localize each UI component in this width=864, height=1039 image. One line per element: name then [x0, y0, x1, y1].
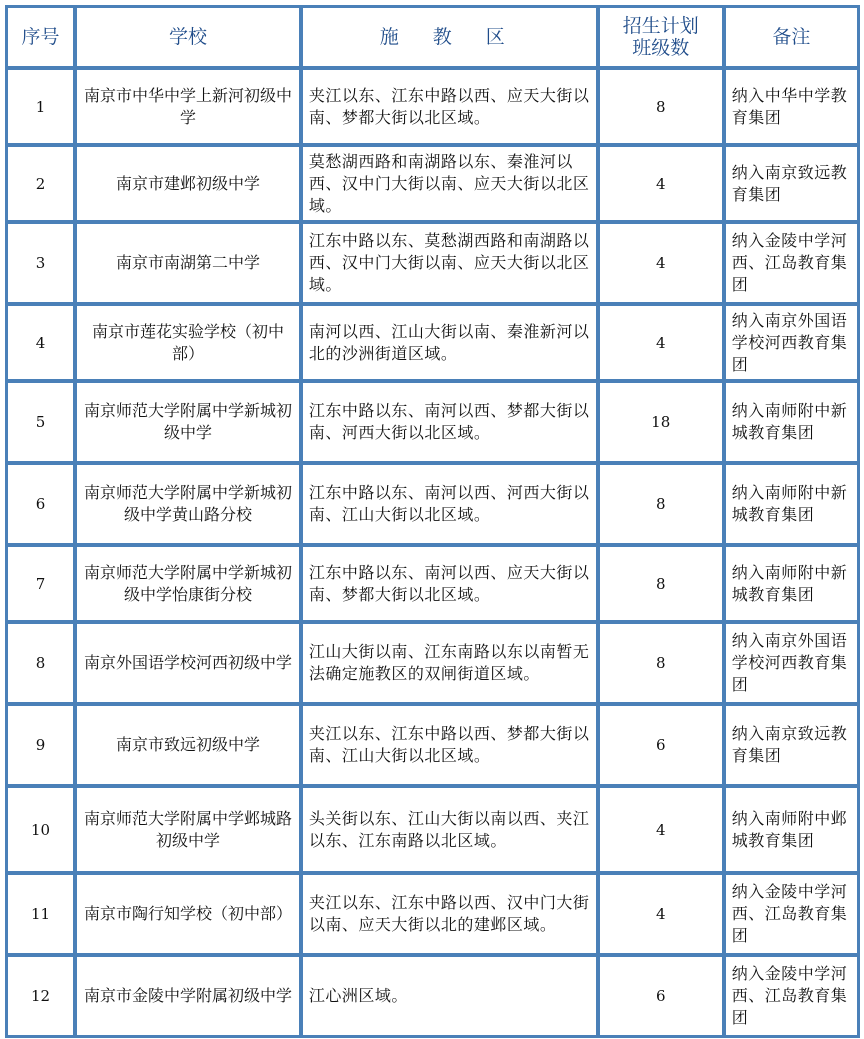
row-index-cell: 4 — [7, 305, 74, 380]
row-index-cell: 11 — [7, 874, 74, 954]
row-area-cell: 江东中路以东、南河以西、应天大街以南、梦都大街以北区域。 — [302, 546, 597, 621]
row-area-cell: 夹江以东、江东中路以西、汉中门大街以南、应天大街以北的建邺区域。 — [302, 874, 597, 954]
table-row — [7, 956, 858, 1036]
row-school-cell: 南京市南湖第二中学 — [76, 223, 300, 303]
row-school-cell: 南京师范大学附属中学新城初级中学 — [76, 382, 300, 462]
table-row — [7, 382, 858, 462]
row-area-cell: 头关街以东、江山大街以南以西、夹江以东、江东南路以北区域。 — [302, 787, 597, 872]
row-classes-cell: 4 — [599, 223, 723, 303]
table-row — [7, 787, 858, 872]
header-classes-line2: 班级数 — [632, 37, 690, 59]
table-row — [7, 874, 858, 954]
header-area-label: 施 教 区 — [379, 26, 519, 48]
row-area-cell: 夹江以东、江东中路以西、梦都大街以南、江山大街以北区域。 — [302, 705, 597, 785]
table-row — [7, 69, 858, 144]
row-index-cell: 6 — [7, 464, 74, 544]
row-classes-cell: 4 — [599, 305, 723, 380]
row-school-cell: 南京市中华中学上新河初级中学 — [76, 69, 300, 144]
row-classes-cell: 18 — [599, 382, 723, 462]
row-index-cell: 10 — [7, 787, 74, 872]
row-area-cell: 南河以西、江山大街以南、秦淮新河以北的沙洲街道区域。 — [302, 305, 597, 380]
row-area-cell: 江心洲区域。 — [302, 956, 597, 1036]
row-area-cell: 江东中路以东、南河以西、河西大街以南、江山大街以北区域。 — [302, 464, 597, 544]
row-school-cell: 南京市致远初级中学 — [76, 705, 300, 785]
school-district-table-wrapper — [5, 5, 860, 1034]
row-school-cell: 南京师范大学附属中学邺城路初级中学 — [76, 787, 300, 872]
row-area-cell: 莫愁湖西路和南湖路以东、秦淮河以西、汉中门大街以南、应天大街以北区域。 — [302, 146, 597, 221]
table-row — [7, 223, 858, 303]
row-index-cell: 3 — [7, 223, 74, 303]
row-school-cell: 南京市金陵中学附属初级中学 — [76, 956, 300, 1036]
row-school-cell: 南京师范大学附属中学新城初级中学怡康街分校 — [76, 546, 300, 621]
row-index-cell: 9 — [7, 705, 74, 785]
header-classes — [599, 7, 723, 67]
row-note-cell: 纳入金陵中学河西、江岛教育集团 — [725, 956, 858, 1036]
row-classes-cell: 8 — [599, 546, 723, 621]
row-classes-cell: 6 — [599, 705, 723, 785]
row-school-cell: 南京市陶行知学校（初中部） — [76, 874, 300, 954]
row-index-cell: 12 — [7, 956, 74, 1036]
row-note-cell: 纳入南师附中邺城教育集团 — [725, 787, 858, 872]
table-row — [7, 546, 858, 621]
row-classes-cell: 4 — [599, 787, 723, 872]
table-body — [7, 69, 858, 1036]
header-row — [7, 7, 858, 67]
table-row — [7, 623, 858, 703]
row-index-cell: 1 — [7, 69, 74, 144]
row-classes-cell: 4 — [599, 146, 723, 221]
row-note-cell: 纳入南京致远教育集团 — [725, 705, 858, 785]
header-index: 序号 — [7, 7, 74, 67]
row-classes-cell: 4 — [599, 874, 723, 954]
row-note-cell: 纳入中华中学教育集团 — [725, 69, 858, 144]
header-classes-line1: 招生计划 — [622, 15, 699, 37]
table-row — [7, 146, 858, 221]
row-area-cell: 江东中路以东、莫愁湖西路和南湖路以西、汉中门大街以南、应天大街以北区域。 — [302, 223, 597, 303]
row-note-cell: 纳入金陵中学河西、江岛教育集团 — [725, 874, 858, 954]
row-classes-cell: 8 — [599, 69, 723, 144]
row-classes-cell: 8 — [599, 623, 723, 703]
row-classes-cell: 6 — [599, 956, 723, 1036]
row-school-cell: 南京市建邺初级中学 — [76, 146, 300, 221]
row-note-cell: 纳入南京外国语学校河西教育集团 — [725, 623, 858, 703]
row-area-cell: 江东中路以东、南河以西、梦都大街以南、河西大街以北区域。 — [302, 382, 597, 462]
row-school-cell: 南京师范大学附属中学新城初级中学黄山路分校 — [76, 464, 300, 544]
row-index-cell: 7 — [7, 546, 74, 621]
row-school-cell: 南京市莲花实验学校（初中部） — [76, 305, 300, 380]
row-note-cell: 纳入南京外国语学校河西教育集团 — [725, 305, 858, 380]
row-school-cell: 南京外国语学校河西初级中学 — [76, 623, 300, 703]
row-index-cell: 5 — [7, 382, 74, 462]
row-area-cell: 江山大街以南、江东南路以东以南暂无法确定施教区的双闸街道区域。 — [302, 623, 597, 703]
header-note: 备注 — [725, 7, 858, 67]
row-index-cell: 8 — [7, 623, 74, 703]
row-note-cell: 纳入南师附中新城教育集团 — [725, 464, 858, 544]
row-classes-cell: 8 — [599, 464, 723, 544]
table-row — [7, 464, 858, 544]
row-note-cell: 纳入南师附中新城教育集团 — [725, 546, 858, 621]
table-row — [7, 305, 858, 380]
table-row — [7, 705, 858, 785]
row-index-cell: 2 — [7, 146, 74, 221]
row-area-cell: 夹江以东、江东中路以西、应天大街以南、梦都大街以北区域。 — [302, 69, 597, 144]
row-note-cell: 纳入金陵中学河西、江岛教育集团 — [725, 223, 858, 303]
row-note-cell: 纳入南京致远教育集团 — [725, 146, 858, 221]
school-district-table — [5, 5, 860, 1038]
header-school: 学校 — [76, 7, 300, 67]
row-note-cell: 纳入南师附中新城教育集团 — [725, 382, 858, 462]
header-area — [302, 7, 597, 67]
